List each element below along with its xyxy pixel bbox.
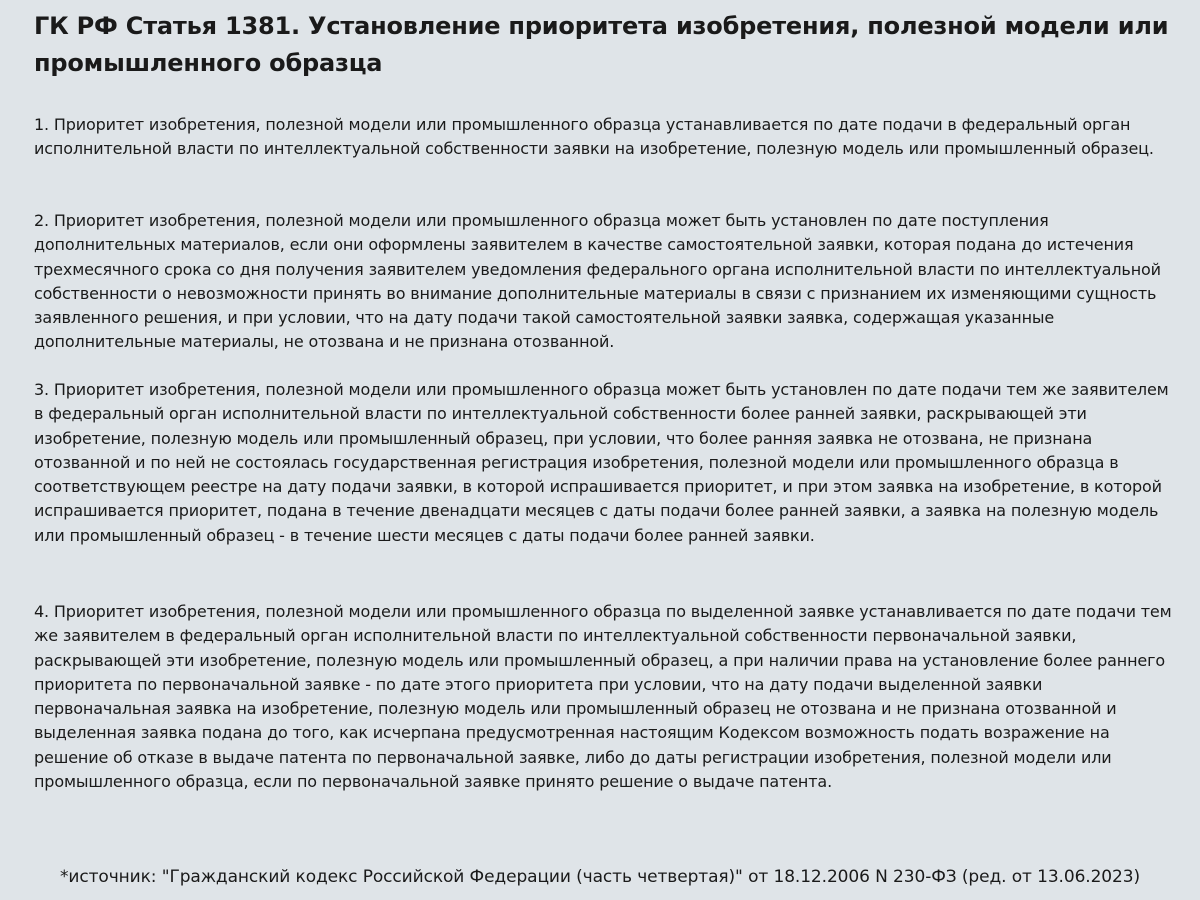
article-title: ГК РФ Статья 1381. Установление приоритета изобретения, полезной модели или промышленного образца [34,12,1169,77]
document-page [34,0,1174,792]
source-note: *источник: "Гражданский кодекс Российской Федерации (часть четвертая)" от 18.12.2006 N 230-ФЗ (ред. от 13.06.2023) [60,867,1140,887]
paragraph-3: 3. Приоритет изобретения, полезной модели или промышленного образца может быть установлен по дате подачи тем же заявителем в федеральный орган исполнительной власти по интеллектуальной собственности более ранней заявки, раскрывающей эти изобретение, полезную модель или промышленный образец, при условии, что более ранняя заявка не отозвана, не признана отозванной и по ней не состоялась государственная регистрация изобретения, полезной модели или промышленного образца в соответствующем реестре на дату подачи заявки, в которой испрашивается приоритет, и при этом заявка на изобретение, в которой испрашивается приоритет, подана в течение двенадцати месяцев с даты подачи более ранней заявки, а заявка на полезную модель или промышленный образец - в течение шести месяцев с даты подачи более ранней заявки. [34,380,1169,545]
paragraph-2: 2. Приоритет изобретения, полезной модели или промышленного образца может быть установлен по дате поступления дополнительных материалов, если они оформлены заявителем в качестве самостоятельной заявки, которая подана до истечения трехмесячного срока со дня получения заявителем уведомления федерального органа исполнительной власти по интеллектуальной собственности о невозможности принять во внимание дополнительные материалы в связи с признанием их изменяющими сущность заявленного решения, и при условии, что на дату подачи такой самостоятельной заявки заявка, содержащая указанные дополнительные материалы, не отозвана и не признана отозванной. [34,211,1161,352]
paragraph-1: 1. Приоритет изобретения, полезной модели или промышленного образца устанавливается по дате подачи в федеральный орган исполнительной власти по интеллектуальной собственности заявки на изобретение, полезную модель или промышленный образец. [34,115,1154,159]
paragraph-4: 4. Приоритет изобретения, полезной модели или промышленного образца по выделенной заявке устанавливается по дате подачи тем же заявителем в федеральный орган исполнительной власти по интеллектуальной собственности первоначальной заявки, раскрывающей эти изобретение, полезную модель или промышленный образец, а при наличии права на установление более раннего приоритета по первоначальной заявке - по дате этого приоритета при условии, что на дату подачи выделенной заявки первоначальная заявка на изобретение, полезную модель или промышленный образец не отозвана и не признана отозванной и выделенная заявка подана до того, как исчерпана предусмотренная настоящим Кодексом возможность подать возражение на решение об отказе в выдаче патента по первоначальной заявке, либо до даты регистрации изобретения, полезной модели или промышленного образца, если по первоначальной заявке принято решение о выдаче патента. [34,602,1172,792]
